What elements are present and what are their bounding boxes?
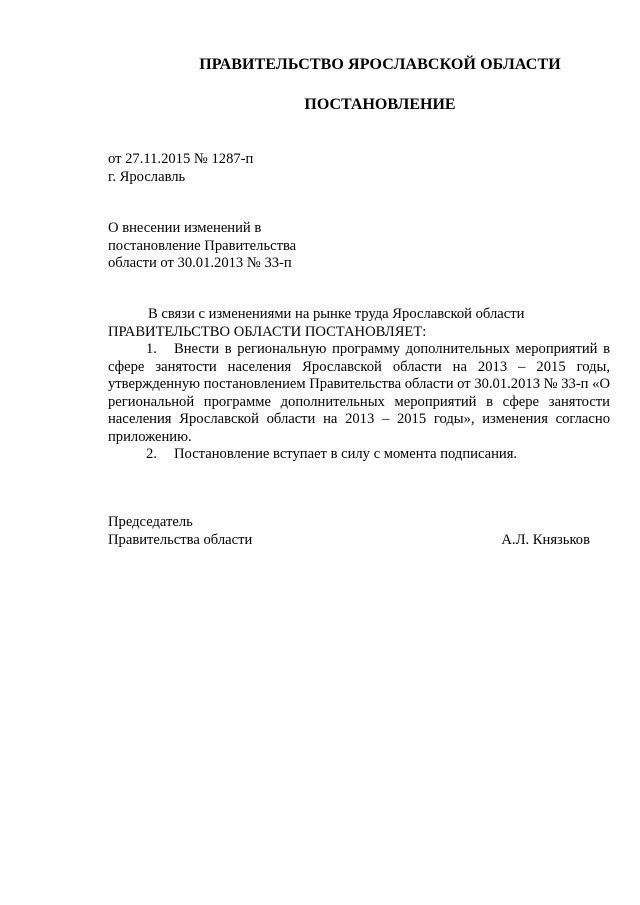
signer-position-line-2: Правительства области bbox=[108, 531, 253, 548]
signer-position-line-1: Председатель bbox=[108, 514, 193, 530]
signature-row bbox=[108, 532, 590, 550]
item-number: 2. bbox=[146, 446, 157, 462]
signer-name: А.Л. Князьков bbox=[501, 531, 590, 548]
document-body bbox=[108, 306, 610, 464]
subject-line-2: постановление Правительства bbox=[108, 237, 297, 254]
item-text: Постановление вступает в силу с момента подписания. bbox=[174, 446, 518, 462]
document-type-title: ПОСТАНОВЛЕНИЕ bbox=[304, 96, 456, 113]
item-text: Внести в региональную программу дополнительных мероприятий в сфере занятости населения Ярославской области на 2013 – 2015 годы, утвержденную постановлением Правительства области от 30.01.2013 № 33-п «О региональной программе дополнительных мероприятий в сфере занятости населения Ярославской области на 2013 – 2015 годы», изменения согласно приложению. bbox=[108, 341, 610, 445]
subject-line-3: области от 30.01.2013 № 33-п bbox=[108, 255, 292, 271]
document-meta bbox=[108, 151, 253, 186]
signature-block bbox=[108, 514, 590, 549]
item-number: 1. bbox=[146, 341, 157, 357]
list-item bbox=[108, 341, 610, 446]
city: г. Ярославль bbox=[108, 168, 186, 185]
list-item bbox=[108, 446, 610, 464]
government-title: ПРАВИТЕЛЬСТВО ЯРОСЛАВСКОЙ ОБЛАСТИ bbox=[199, 56, 561, 73]
date-number: от 27.11.2015 № 1287-п bbox=[108, 151, 254, 167]
intro-paragraph: В связи с изменениями на рынке труда Ярославской области bbox=[148, 306, 525, 322]
decree-line: ПРАВИТЕЛЬСТВО ОБЛАСТИ ПОСТАНОВЛЯЕТ: bbox=[108, 323, 427, 340]
subject-line-1: О внесении изменений в bbox=[108, 220, 262, 236]
document-subject bbox=[108, 220, 296, 273]
